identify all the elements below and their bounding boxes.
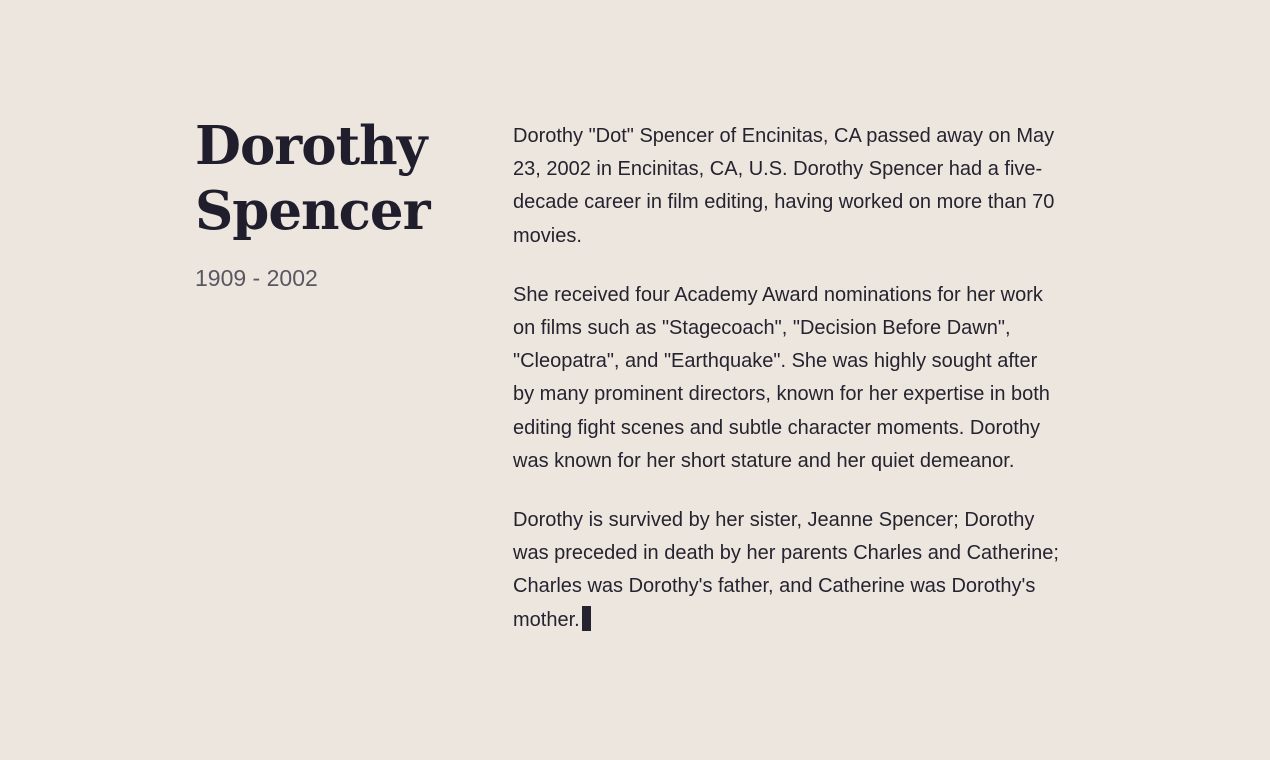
person-name xyxy=(195,114,465,244)
person-last-name: Spencer xyxy=(195,180,430,242)
obituary-text[interactable] xyxy=(513,120,1063,637)
obituary-paragraph-3-text: Dorothy is survived by her sister, Jeanne Spencer; Dorothy was preceded in death by her parents Charles and Catherine; Charles was Dorothy's father, and Catherine was Dorothy's mother. xyxy=(513,509,1059,631)
obituary-paragraph-2: She received four Academy Award nominations for her work on films such as "Stagecoach", "Decision Before Dawn", "Cleopatra", and "Earthquake". She was highly sought after by many prominent directors, known for her expertise in both editing fight scenes and subtle character moments. Dorothy was known for her short stature and her quiet demeanor. xyxy=(513,283,1050,472)
obituary-paragraph-3 xyxy=(513,504,1063,637)
person-summary xyxy=(195,114,465,293)
person-first-name: Dorothy xyxy=(195,115,427,177)
obituary-paragraph-1: Dorothy "Dot" Spencer of Encinitas, CA passed away on May 23, 2002 in Encinitas, CA, U.S. Dorothy Spencer had a five-decade career in film editing, having worked on more than 70 movies. xyxy=(513,125,1055,247)
text-cursor xyxy=(582,606,591,631)
life-dates: 1909 - 2002 xyxy=(195,265,318,291)
